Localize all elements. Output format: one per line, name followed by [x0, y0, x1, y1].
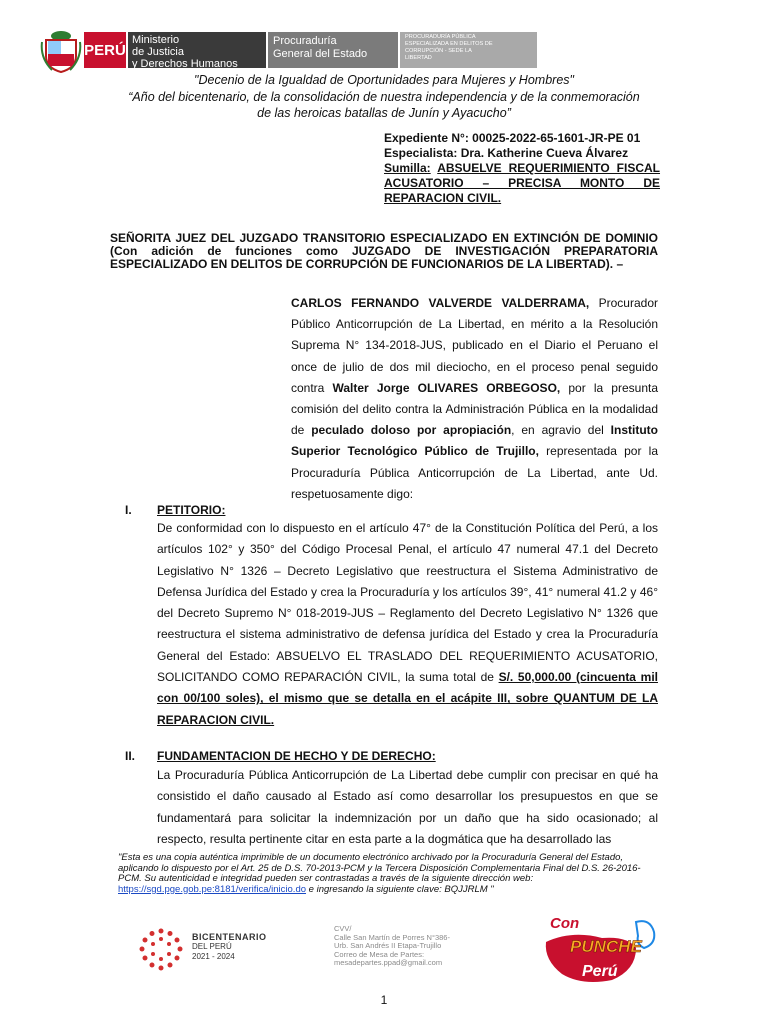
section-1-text: De conformidad con lo dispuesto en el artículo 47° de la Constitución Política del Perú, a los artículos 102° y 350° del Código Procesal Penal, el artículo 47 numeral 47.1 del Decreto Legislativo N° 1326 – Decreto Legislativo que reestructura el Sistema Administrativo de Defensa Jurídica del Estado y crea la Procuraduría y los artículos 39°, 41° numeral 41.2 y 46° del Decreto Supremo N° 018-2019-JUS – Reglamento del Decreto Legislativo N° 1326 que reestructura el sistema administrativo de defensa jurídica del Estado y crea la Procuraduría General del Estado: ABSUELVO EL TRASLADO DEL REQUERIMIENTO ACUSATORIO, SOLICITANDO COMO REPARACIÓN CIVIL, la suma total de [157, 521, 658, 685]
address-line-4: Correo de Mesa de Partes: [334, 949, 425, 959]
intro-text-4: representada por la Procuraduría Pública Anticorrupción de La Libertad, ante Ud. respetuosamente digo: [291, 444, 658, 501]
authenticity-note [118, 853, 658, 895]
bicentenario-subtitle: DEL PERÚ [192, 942, 232, 951]
especialista: Especialista: Dra. Katherine Cueva Álvarez [384, 146, 629, 160]
sumilla [384, 161, 660, 206]
intro-text-2: por la presunta comisión del delito contra la Administración Pública en la modalidad de [291, 380, 658, 438]
punche-con: Con [550, 915, 580, 932]
procurador-name: CARLOS FERNANDO VALVERDE VALDERRAMA, [291, 296, 590, 310]
sumilla-text: ABSUELVE REQUERIMIENTO FISCAL ACUSATORIO – PRECISA MONTO DE REPARACION CIVIL. [384, 161, 661, 205]
bicentenario-years: 2021 - 2024 [192, 952, 235, 961]
anio-motto: “Año del bicentenario, de la consolidación de nuestra independencia y de la conmemoración de las heroicas batallas de Junín y Ayacucho” [128, 90, 640, 120]
expediente: Expediente N°: 00025-2022-65-1601-JR-PE 01 [384, 131, 641, 145]
intro-text-3: , en agravio del [511, 423, 611, 438]
address-line-3: Urb. San Andrés II Etapa-Trujillo [334, 941, 442, 950]
office-address [334, 925, 450, 968]
section-1-number: I. [125, 503, 132, 517]
section-1-paragraph [157, 518, 658, 731]
section-2-paragraph: La Procuraduría Pública Anticorrupción de La Libertad debe cumplir con precisar en qué ha consistido el daño causado al Estado así como desarrollar los presupuestos en que se fundamentará para solicitar la indemnización por un daño que ha sido ocasionado; al respecto, resulta pertinente citar en esta parte a la dogmática que ha desarrollado las [157, 768, 658, 846]
salutation: SEÑORITA JUEZ DEL JUZGADO TRANSITORIO ESPECIALIZADO EN EXTINCIÓN DE DOMINIO (Con adición de funciones como JUZGADO DE INVESTIGACIÓN PREPARATORIA ESPECIALIZADO EN DELITOS DE CORRUPCIÓN DE FUNCIONARIOS DE LA LIBERTAD). – [110, 231, 658, 271]
section-2-number: II. [125, 749, 136, 763]
procuraduria-line-2: General del Estado [273, 48, 368, 60]
address-line-1: CVV/ [334, 924, 352, 933]
decenio-motto: "Decenio de la Igualdad de Oportunidades para Mujeres y Hombres" [194, 73, 574, 87]
address-line-5: mesadepartes.ppad@gmail.com [334, 958, 443, 967]
ministerio-line-1: Ministerio [132, 34, 180, 46]
section-1-amount: S/. 50,000.00 (cincuenta mil con 00/100 soles), el mismo que se detalla en el acápite III, sobre QUANTUM DE LA REPARACION CIVIL. [157, 670, 658, 727]
pps-line-2: ESPECIALIZADA EN DELITOS DE [405, 41, 493, 47]
sumilla-label: Sumilla: [384, 161, 431, 175]
case-meta [384, 131, 660, 206]
procuraduria-line-1: Procuraduría [273, 35, 337, 47]
procuraduria-block [268, 32, 398, 68]
bicentenario-title: BICENTENARIO [192, 932, 267, 942]
ministerio-block [128, 32, 266, 68]
peru-coat-of-arms-icon [40, 28, 82, 74]
intro-paragraph [291, 293, 658, 505]
con-punche-peru-logo [532, 908, 660, 988]
ministerio-line-2: de Justicia [132, 46, 184, 58]
victim-name: Instituto Superior Tecnológico Público de Trujillo, [291, 423, 658, 459]
bicentenario-text [192, 932, 267, 962]
peru-label: PERÚ [84, 41, 126, 59]
ministerio-line-3: y Derechos Humanos [132, 58, 238, 70]
page-number: 1 [380, 993, 388, 1007]
pps-line-4: LIBERTAD [405, 55, 432, 61]
pps-line-3: CORRUPCIÓN - SEDE LA [405, 48, 472, 54]
peru-logo-block [84, 32, 126, 68]
pps-line-1: PROCURADURÍA PÚBLICA [405, 34, 476, 40]
punche-peru: Perú [582, 963, 618, 980]
authenticity-key: e ingresando la siguiente clave: BQJJRLM " [306, 883, 494, 895]
address-line-2: Calle San Martín de Porres N°386- [334, 932, 450, 942]
bicentenario-logo-icon [136, 925, 186, 975]
authenticity-text: "Esta es una copia auténtica imprimible de un documento electrónico archivado por la Procuraduría General del Estado, aplicando lo dispuesto por el Art. 25 de D.S. 70-2013-PCM y la Tercera Disposición Complementaria Final del D.S. 26-2016-PCM. Su autenticidad e integridad pueden ser contrastadas a través de la siguiente dirección web: [118, 852, 641, 884]
pps-block [400, 32, 537, 68]
accused-name: Walter Jorge OLIVARES ORBEGOSO, [332, 380, 561, 395]
section-1-title: PETITORIO: [157, 503, 226, 517]
verification-link[interactable]: https://sgd.pge.gob.pe:8181/verifica/inicio.do [118, 883, 307, 895]
punche-word: PUNCHE [570, 937, 642, 956]
crime-type: peculado doloso por apropiación [311, 423, 512, 438]
section-2-title: FUNDAMENTACION DE HECHO Y DE DERECHO: [157, 749, 436, 763]
intro-text-1: Procurador Público Anticorrupción de La Libertad, en mérito a la Resolución Suprema N° 134-2018-JUS, publicado en el Diario el Peruano el once de julio de dos mil dieciocho, en el proceso penal seguido contra [291, 296, 658, 395]
